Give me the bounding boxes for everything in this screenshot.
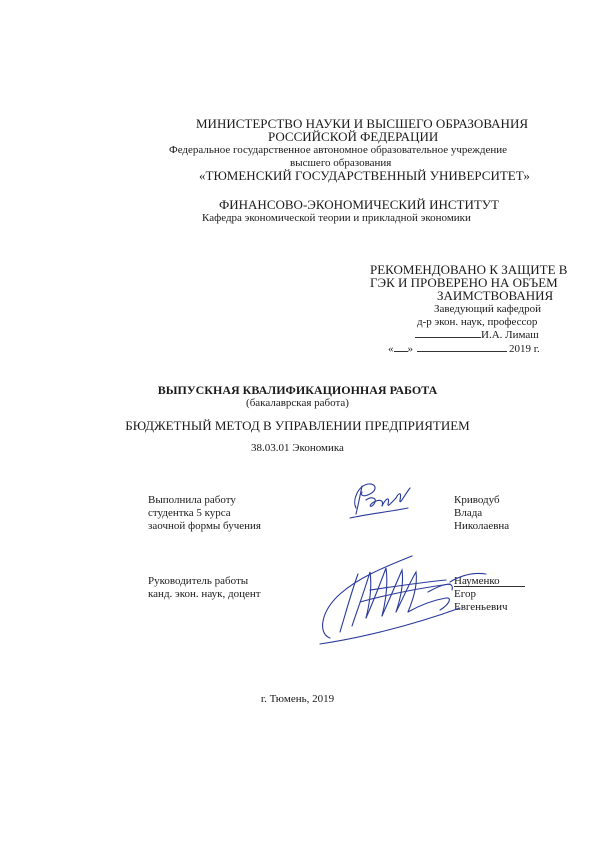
university-name: «ТЮМЕНСКИЙ ГОСУДАРСТВЕННЫЙ УНИВЕРСИТЕТ» <box>199 168 530 183</box>
supervisor-role-2: канд. экон. наук, доцент <box>148 588 261 600</box>
work-title: БЮДЖЕТНЫЙ МЕТОД В УПРАВЛЕНИИ ПРЕДПРИЯТИЕМ <box>125 418 470 433</box>
student-signature <box>348 478 418 520</box>
date-month-blank <box>417 351 507 352</box>
department-name: Кафедра экономической теории и прикладной экономики <box>202 212 471 224</box>
supervisor-signature <box>300 542 540 652</box>
work-specialty: 38.03.01 Экономика <box>251 442 344 454</box>
approval-line-1: РЕКОМЕНДОВАНО К ЗАЩИТЕ В <box>370 262 568 277</box>
approval-line-2: ГЭК И ПРОВЕРЕНО НА ОБЪЕМ <box>370 275 558 290</box>
approval-date-line <box>388 343 540 356</box>
institution-line-1: Федеральное государственное автономное образовательное учреждение <box>169 144 507 156</box>
student-role-2: студентка 5 курса <box>148 507 231 519</box>
date-quote-close: » <box>407 343 413 355</box>
approval-line-3: ЗАИМСТВОВАНИЯ <box>437 288 554 303</box>
date-year: 2019 г. <box>509 343 540 355</box>
date-quote-open: « <box>388 343 394 355</box>
approval-head-title: Заведующий кафедрой <box>434 303 541 315</box>
institute-name: ФИНАНСОВО-ЭКОНОМИЧЕСКИЙ ИНСТИТУТ <box>219 197 499 212</box>
supervisor-surname: Науменко <box>454 575 500 587</box>
student-surname: Криводуб <box>454 494 500 506</box>
institution-line-2: высшего образования <box>290 157 392 169</box>
approval-head-degree: д-р экон. наук, профессор <box>417 316 538 328</box>
approval-head-name: И.А. Лимаш <box>481 329 539 341</box>
student-role-1: Выполнила работу <box>148 494 236 506</box>
student-patronymic: Николаевна <box>454 520 510 532</box>
student-role-3: заочной формы бучения <box>148 520 261 532</box>
supervisor-signature-underline <box>454 586 525 587</box>
date-day-blank <box>394 351 408 352</box>
approval-head-signature-line <box>415 329 539 342</box>
ministry-line-2: РОССИЙСКОЙ ФЕДЕРАЦИИ <box>268 129 439 144</box>
ministry-line-1: МИНИСТЕРСТВО НАУКИ И ВЫСШЕГО ОБРАЗОВАНИЯ <box>196 116 529 131</box>
signature-blank-line <box>415 337 481 338</box>
supervisor-name: Егор <box>454 588 476 600</box>
city-year: г. Тюмень, 2019 <box>260 693 335 705</box>
supervisor-role-1: Руководитель работы <box>148 575 249 587</box>
work-subtype: (бакалаврская работа) <box>246 397 349 409</box>
work-type: ВЫПУСКНАЯ КВАЛИФИКАЦИОННАЯ РАБОТА <box>157 383 438 397</box>
supervisor-patronymic: Евгеньевич <box>454 601 508 613</box>
student-name: Влада <box>454 507 483 519</box>
